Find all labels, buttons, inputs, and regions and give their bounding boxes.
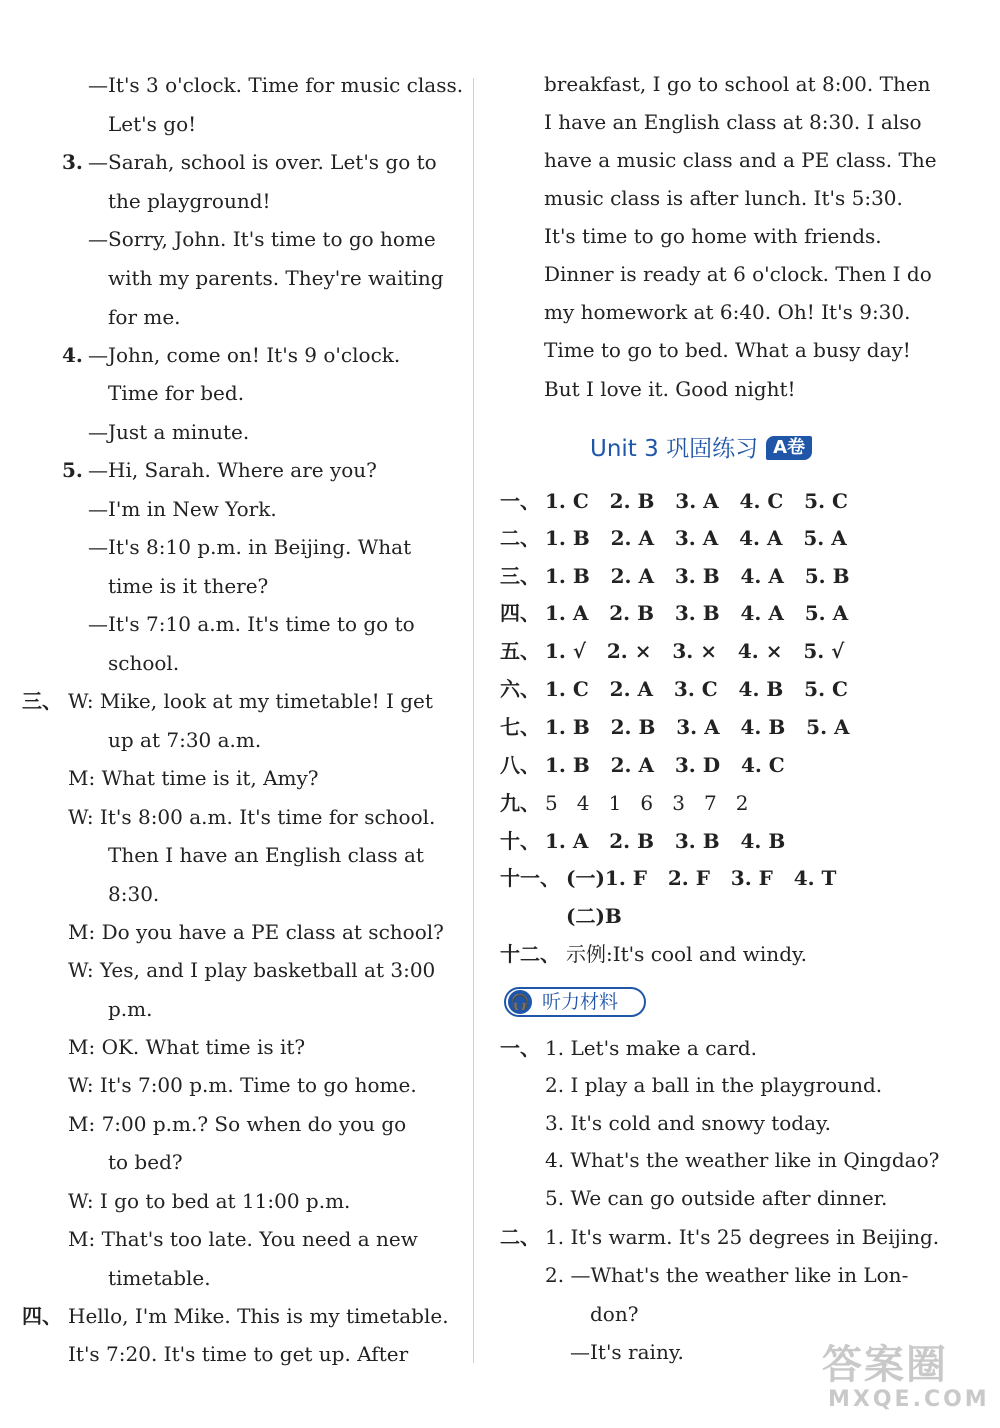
text-line: —It's 7:10 a.m. It's time to go to — [88, 612, 415, 636]
site-watermark — [822, 1333, 992, 1419]
text-line: —John, come on! It's 9 o'clock. — [88, 343, 401, 367]
answer-label: 一、 — [500, 489, 540, 513]
unit-title — [590, 433, 812, 465]
text-line: the playground! — [108, 189, 271, 213]
text-line: time is it there? — [108, 574, 269, 598]
dialogue-line: M: OK. What time is it? — [68, 1035, 306, 1059]
text-line: —It's 8:10 p.m. in Beijing. What — [88, 535, 412, 559]
answer-row: 1. A 2. B 3. B 4. B — [545, 829, 786, 853]
text-line: Dinner is ready at 6 o'clock. Then I do — [544, 262, 932, 286]
text-line: 1. It's warm. It's 25 degrees in Beijing. — [545, 1225, 940, 1249]
text-line: Hello, I'm Mike. This is my timetable. — [68, 1304, 449, 1328]
unit-title-text: Unit 3 巩固练习 — [590, 436, 759, 462]
answer-row: 1. B 2. B 3. A 4. B 5. A — [545, 715, 850, 739]
text-line: Let's go! — [108, 112, 197, 136]
section-number: 二、 — [500, 1225, 540, 1249]
dialogue-line: W: Yes, and I play basketball at 3:00 — [68, 958, 436, 982]
answer-row: 1. C 2. A 3. C 4. B 5. C — [545, 677, 848, 701]
text-line: have a music class and a PE class. The — [544, 148, 937, 172]
text-line: —I'm in New York. — [88, 497, 277, 521]
text-line: —It's rainy. — [570, 1340, 684, 1364]
dialogue-line: W: I go to bed at 11:00 p.m. — [68, 1189, 351, 1213]
dialogue-line: W: It's 7:00 p.m. Time to go home. — [68, 1073, 417, 1097]
text-line: —Just a minute. — [88, 420, 250, 444]
text-line: for me. — [108, 305, 181, 329]
answer-label: 八、 — [500, 753, 540, 777]
dialogue-line: W: It's 8:00 a.m. It's time for school. — [68, 805, 436, 829]
text-line: It's time to go home with friends. — [544, 224, 882, 248]
answer-row: 1. B 2. A 3. B 4. A 5. B — [545, 564, 850, 588]
answer-label: 九、 — [500, 791, 540, 815]
section-number: 一、 — [500, 1036, 540, 1060]
text-line: school. — [108, 651, 180, 675]
listening-material-tag — [504, 987, 646, 1017]
question-number: 5. — [62, 458, 83, 482]
text-line: But I love it. Good night! — [544, 377, 796, 401]
text-line: 5. We can go outside after dinner. — [545, 1186, 888, 1210]
watermark-logo: 答案圈 — [822, 1342, 948, 1388]
answer-row: 示例:It's cool and windy. — [566, 942, 807, 966]
text-line: I have an English class at 8:30. I also — [544, 110, 922, 134]
text-line: with my parents. They're waiting — [108, 266, 444, 290]
answer-row: 1. √ 2. × 3. × 4. × 5. √ — [545, 639, 845, 663]
text-line: 1. Let's make a card. — [545, 1036, 758, 1060]
dialogue-line: M: 7:00 p.m.? So when do you go — [68, 1112, 407, 1136]
text-line: my homework at 6:40. Oh! It's 9:30. — [544, 300, 911, 324]
text-line: 2. I play a ball in the playground. — [545, 1073, 883, 1097]
text-line: 2. —What's the weather like in Lon- — [545, 1263, 909, 1287]
headphones-icon: 🎧 — [508, 990, 532, 1014]
text-line: 3. It's cold and snowy today. — [545, 1111, 832, 1135]
answer-label: 六、 — [500, 677, 540, 701]
text-line: music class is after lunch. It's 5:30. — [544, 186, 903, 210]
section-number: 三、 — [22, 689, 62, 713]
text-line: Time to go to bed. What a busy day! — [544, 338, 911, 362]
text-line: It's 7:20. It's time to get up. After — [68, 1342, 409, 1366]
answer-row: (二)B — [566, 904, 622, 928]
answer-row: 5 4 1 6 3 7 2 — [545, 791, 749, 815]
column-divider — [473, 78, 474, 1363]
answer-row: 1. B 2. A 3. A 4. A 5. A — [545, 526, 847, 550]
text-line: breakfast, I go to school at 8:00. Then — [544, 72, 931, 96]
answer-row: 1. C 2. B 3. A 4. C 5. C — [545, 489, 848, 513]
dialogue-line: 8:30. — [108, 882, 160, 906]
dialogue-line: W: Mike, look at my timetable! I get — [68, 689, 433, 713]
text-line: Time for bed. — [108, 381, 245, 405]
text-line: —It's 3 o'clock. Time for music class. — [88, 73, 464, 97]
answer-label: 二、 — [500, 526, 540, 550]
answer-label: 七、 — [500, 715, 540, 739]
answer-label: 三、 — [500, 564, 540, 588]
text-line: 4. What's the weather like in Qingdao? — [545, 1148, 940, 1172]
dialogue-line: p.m. — [108, 997, 153, 1021]
question-number: 4. — [62, 343, 83, 367]
unit-badge: A卷 — [766, 436, 812, 460]
dialogue-line: Then I have an English class at — [108, 843, 424, 867]
question-number: 3. — [62, 150, 83, 174]
listening-label: 听力材料 — [542, 991, 619, 1013]
dialogue-line: up at 7:30 a.m. — [108, 728, 262, 752]
text-line: —Hi, Sarah. Where are you? — [88, 458, 377, 482]
dialogue-line: M: What time is it, Amy? — [68, 766, 319, 790]
section-number: 四、 — [22, 1304, 62, 1328]
answer-label: 十一、 — [500, 866, 560, 890]
dialogue-line: timetable. — [108, 1266, 211, 1290]
answer-label: 五、 — [500, 639, 540, 663]
answer-row: 1. A 2. B 3. B 4. A 5. A — [545, 601, 849, 625]
watermark-url: MXQE.COM — [828, 1387, 990, 1412]
dialogue-line: M: Do you have a PE class at school? — [68, 920, 444, 944]
answer-row: (一)1. F 2. F 3. F 4. T — [566, 866, 837, 890]
answer-label: 十二、 — [500, 942, 560, 966]
dialogue-line: to bed? — [108, 1150, 183, 1174]
answer-row: 1. B 2. A 3. D 4. C — [545, 753, 785, 777]
answer-label: 四、 — [500, 601, 540, 625]
answer-label: 十、 — [500, 829, 540, 853]
dialogue-line: M: That's too late. You need a new — [68, 1227, 418, 1251]
text-line: —Sarah, school is over. Let's go to — [88, 150, 437, 174]
text-line: don? — [590, 1302, 639, 1326]
text-line: —Sorry, John. It's time to go home — [88, 227, 436, 251]
